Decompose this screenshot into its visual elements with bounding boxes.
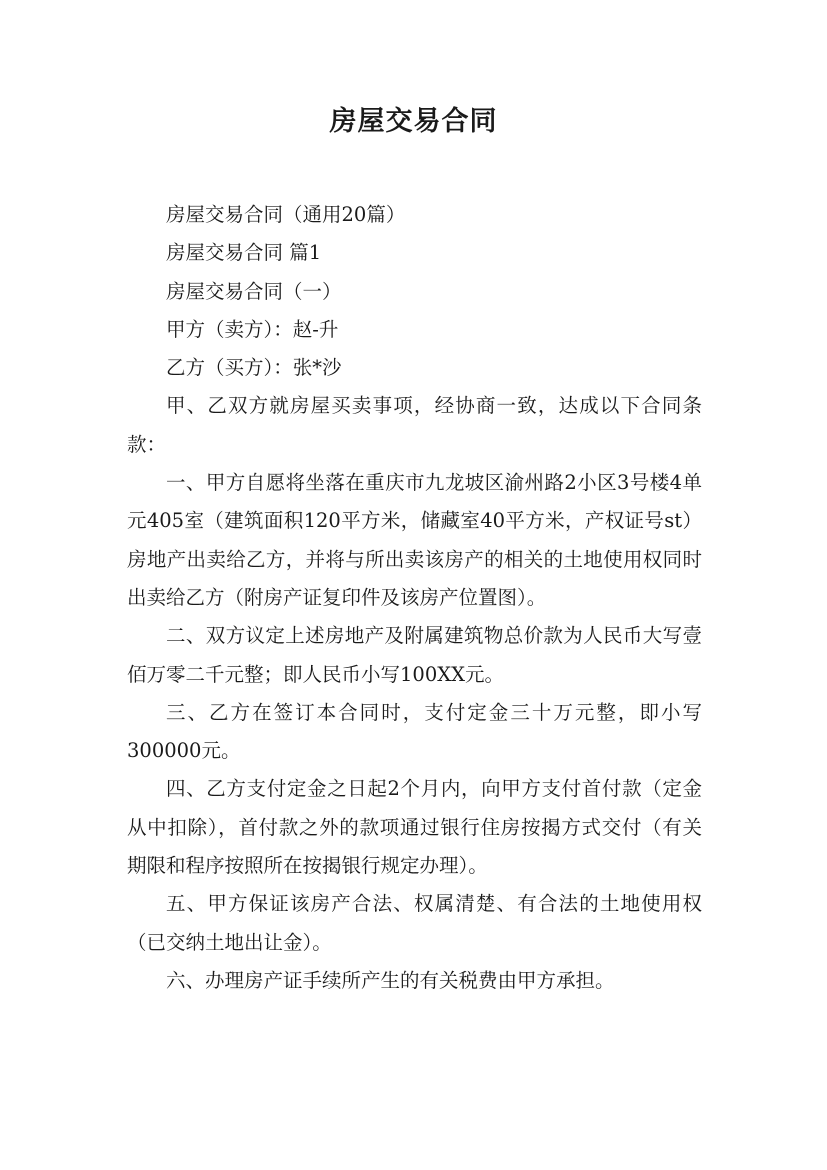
clause-4: 四、乙方支付定金之日起2个月内，向甲方支付首付款（定金从中扣除），首付款之外的款项通过银行住房按揭方式交付（有关期限和程序按照所在按揭银行规定办理）。 xyxy=(127,777,702,878)
party-b: 乙方（买方）：张*沙 xyxy=(166,356,342,380)
contract-heading: 房屋交易合同（一） xyxy=(166,279,342,303)
document-title: 房屋交易合同 xyxy=(329,106,498,137)
clause-2: 二、双方议定上述房地产及附属建筑物总价款为人民币大写壹佰万零二千元整；即人民币小写100XX元。 xyxy=(127,624,702,686)
party-a: 甲方（卖方）：赵-升 xyxy=(166,317,339,341)
clause-6: 六、办理房产证手续所产生的有关税费由甲方承担。 xyxy=(166,968,615,992)
preamble-paragraph: 甲、乙双方就房屋买卖事项，经协商一致，达成以下合同条款： xyxy=(127,394,702,456)
document-body xyxy=(127,196,702,1000)
clause-5: 五、甲方保证该房产合法、权属清楚、有合法的土地使用权（已交纳土地出让金）。 xyxy=(127,892,702,954)
clause-3: 三、乙方在签订本合同时，支付定金三十万元整，即小写300000元。 xyxy=(127,700,702,763)
section-heading: 房屋交易合同 篇1 xyxy=(166,241,322,265)
subtitle-collection: 房屋交易合同（通用20篇） xyxy=(166,203,406,226)
clause-1: 一、甲方自愿将坐落在重庆市九龙坡区渝州路2小区3号楼4单元405室（建筑面积120平方米，储藏室40平方米，产权证号st）房地产出卖给乙方，并将与所出卖该房产的相关的土地使用权同时出卖给乙方（附房产证复印件及该房产位置图）。 xyxy=(127,471,702,609)
